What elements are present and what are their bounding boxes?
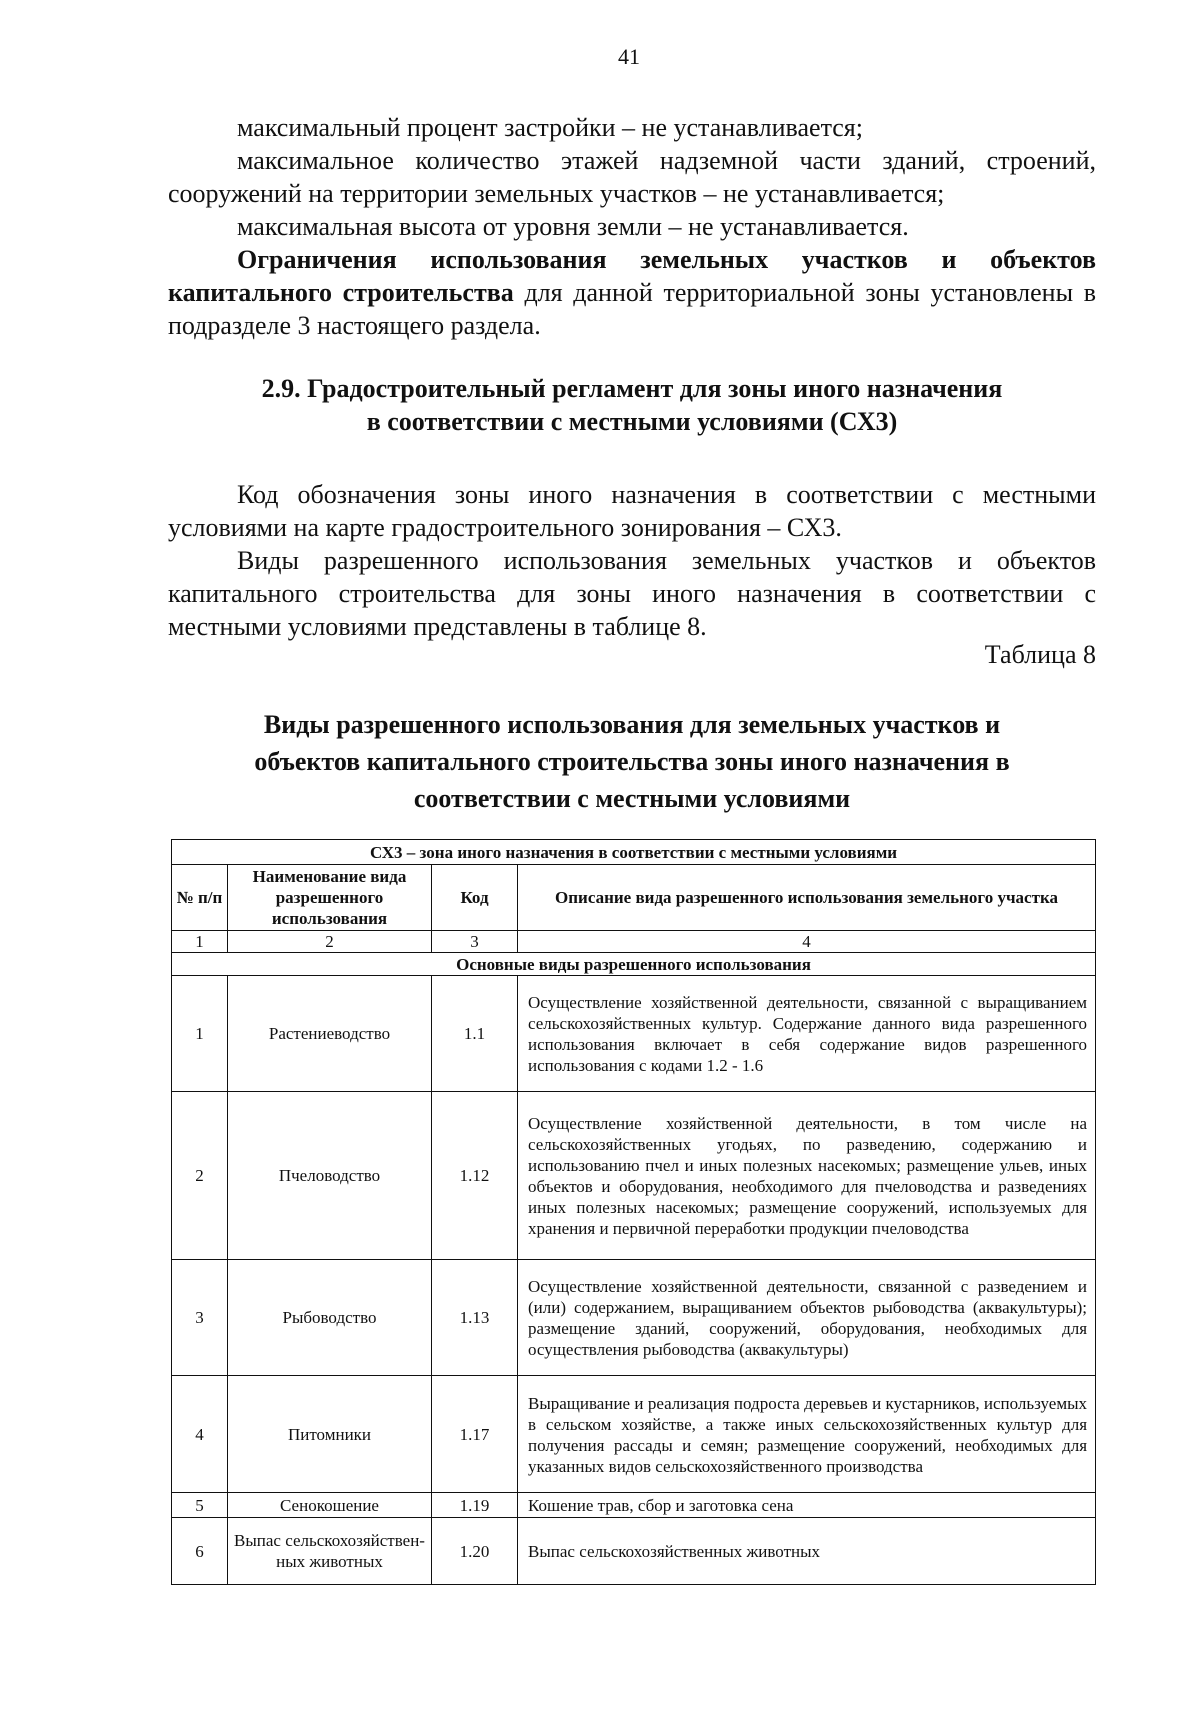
table-row [172, 1092, 1096, 1260]
table-row [172, 1260, 1096, 1376]
table-row [172, 1518, 1096, 1585]
zone-code-paragraph: Код обозначения зоны иного назначения в соответствии с местными условиями на карте градостроительного зонирования – СХ3. [168, 480, 1096, 542]
group-header: Основные виды разрешенного использования [172, 953, 1096, 976]
restriction-bold-text: Ограничения использования земельных участков и объектов капитального строительства [168, 245, 1096, 307]
row-code: 1.19 [432, 1493, 518, 1518]
row-num: 4 [172, 1376, 228, 1493]
row-code: 1.17 [432, 1376, 518, 1493]
row-name: Питомники [228, 1376, 432, 1493]
col-header-name: Наименование вида разрешенного использования [228, 865, 432, 931]
col-number: 2 [228, 931, 432, 953]
section-title-line-2: в соответствии с местными условиями (СХ3) [366, 407, 898, 436]
table-title-line-2: объектов капитального строительства зоны иного назначения в [254, 747, 1010, 776]
row-name: Сенокошение [228, 1493, 432, 1518]
col-number: 1 [172, 931, 228, 953]
permitted-use-paragraph: Виды разрешенного использования земельных участков и объектов капитального строительства для зоны иного назначения в соответствии с местными условиями представлены в таблице 8. [168, 546, 1096, 641]
table-title-line-3: соответствии с местными условиями [413, 784, 851, 813]
row-code: 1.12 [432, 1092, 518, 1260]
intro-line-1: максимальный процент застройки – не устанавливается; [237, 113, 863, 142]
zone-header: СХ3 – зона иного назначения в соответствии с местными условиями [172, 840, 1096, 865]
zone-header-row [172, 840, 1096, 865]
row-description: Выпас сельскохозяйственных животных [518, 1518, 1096, 1585]
row-num: 3 [172, 1260, 228, 1376]
table-row [172, 976, 1096, 1092]
row-name: Выпас сельскохозяйствен-ных животных [228, 1518, 432, 1585]
row-description: Осуществление хозяйственной деятельности, связанной с разведением и (или) содержанием, выращиванием объектов рыбоводства (аквакультуры); размещение зданий, сооружений, оборудования, необходимых для осуществления рыбоводства (аквакультуры) [518, 1260, 1096, 1376]
restriction-paragraph [168, 243, 1096, 342]
row-code: 1.20 [432, 1518, 518, 1585]
intro-line-2: максимальное количество этажей надземной части зданий, строений, сооружений на территории земельных участков – не устанавливается; [168, 146, 1096, 208]
table-title-line-1: Виды разрешенного использования для земельных участков и [263, 710, 1001, 739]
section-title [168, 372, 1096, 438]
group-header-row [172, 953, 1096, 976]
page-number: 41 [618, 44, 640, 69]
col-header-description: Описание вида разрешенного использования земельного участка [518, 865, 1096, 931]
col-header-code: Код [432, 865, 518, 931]
table-row [172, 1376, 1096, 1493]
table-caption: Таблица 8 [984, 640, 1096, 669]
permitted-use-table [171, 839, 1096, 1585]
col-header-num: № п/п [172, 865, 228, 931]
table-row [172, 1493, 1096, 1518]
intro-line-3: максимальная высота от уровня земли – не устанавливается. [237, 212, 909, 241]
row-code: 1.13 [432, 1260, 518, 1376]
row-description: Осуществление хозяйственной деятельности, связанной с выращиванием сельскохозяйственных культур. Содержание данного вида разрешенного использования включает в себя содержание видов разрешенного использования с кодами 1.2 - 1.6 [518, 976, 1096, 1092]
table-title [168, 706, 1096, 817]
col-number: 4 [518, 931, 1096, 953]
row-description: Выращивание и реализация подроста деревьев и кустарников, используемых в сельском хозяйстве, а также иных сельскохозяйственных культур для получения рассады и семян; размещение сооружений, необходимых для указанных видов сельскохозяйственного производства [518, 1376, 1096, 1493]
row-num: 1 [172, 976, 228, 1092]
row-code: 1.1 [432, 976, 518, 1092]
restriction-rest-text: для данной территориальной зоны установлены в подразделе 3 настоящего раздела. [168, 278, 1096, 340]
row-name: Рыбоводство [228, 1260, 432, 1376]
row-description: Кошение трав, сбор и заготовка сена [518, 1493, 1096, 1518]
column-header-row [172, 865, 1096, 931]
row-name: Растениеводство [228, 976, 432, 1092]
row-num: 5 [172, 1493, 228, 1518]
row-description: Осуществление хозяйственной деятельности, в том числе на сельскохозяйственных угодьях, по разведению, содержанию и использованию пчел и иных полезных насекомых; размещение ульев, иных объектов и оборудования, необходимого для пчеловодства и разведениях иных полезных насекомых; размещение сооружений, используемых для хранения и первичной переработки продукции пчеловодства [518, 1092, 1096, 1260]
col-number: 3 [432, 931, 518, 953]
section-title-line-1: 2.9. Градостроительный регламент для зоны иного назначения [261, 374, 1003, 403]
row-num: 2 [172, 1092, 228, 1260]
row-num: 6 [172, 1518, 228, 1585]
column-number-row [172, 931, 1096, 953]
row-name: Пчеловодство [228, 1092, 432, 1260]
